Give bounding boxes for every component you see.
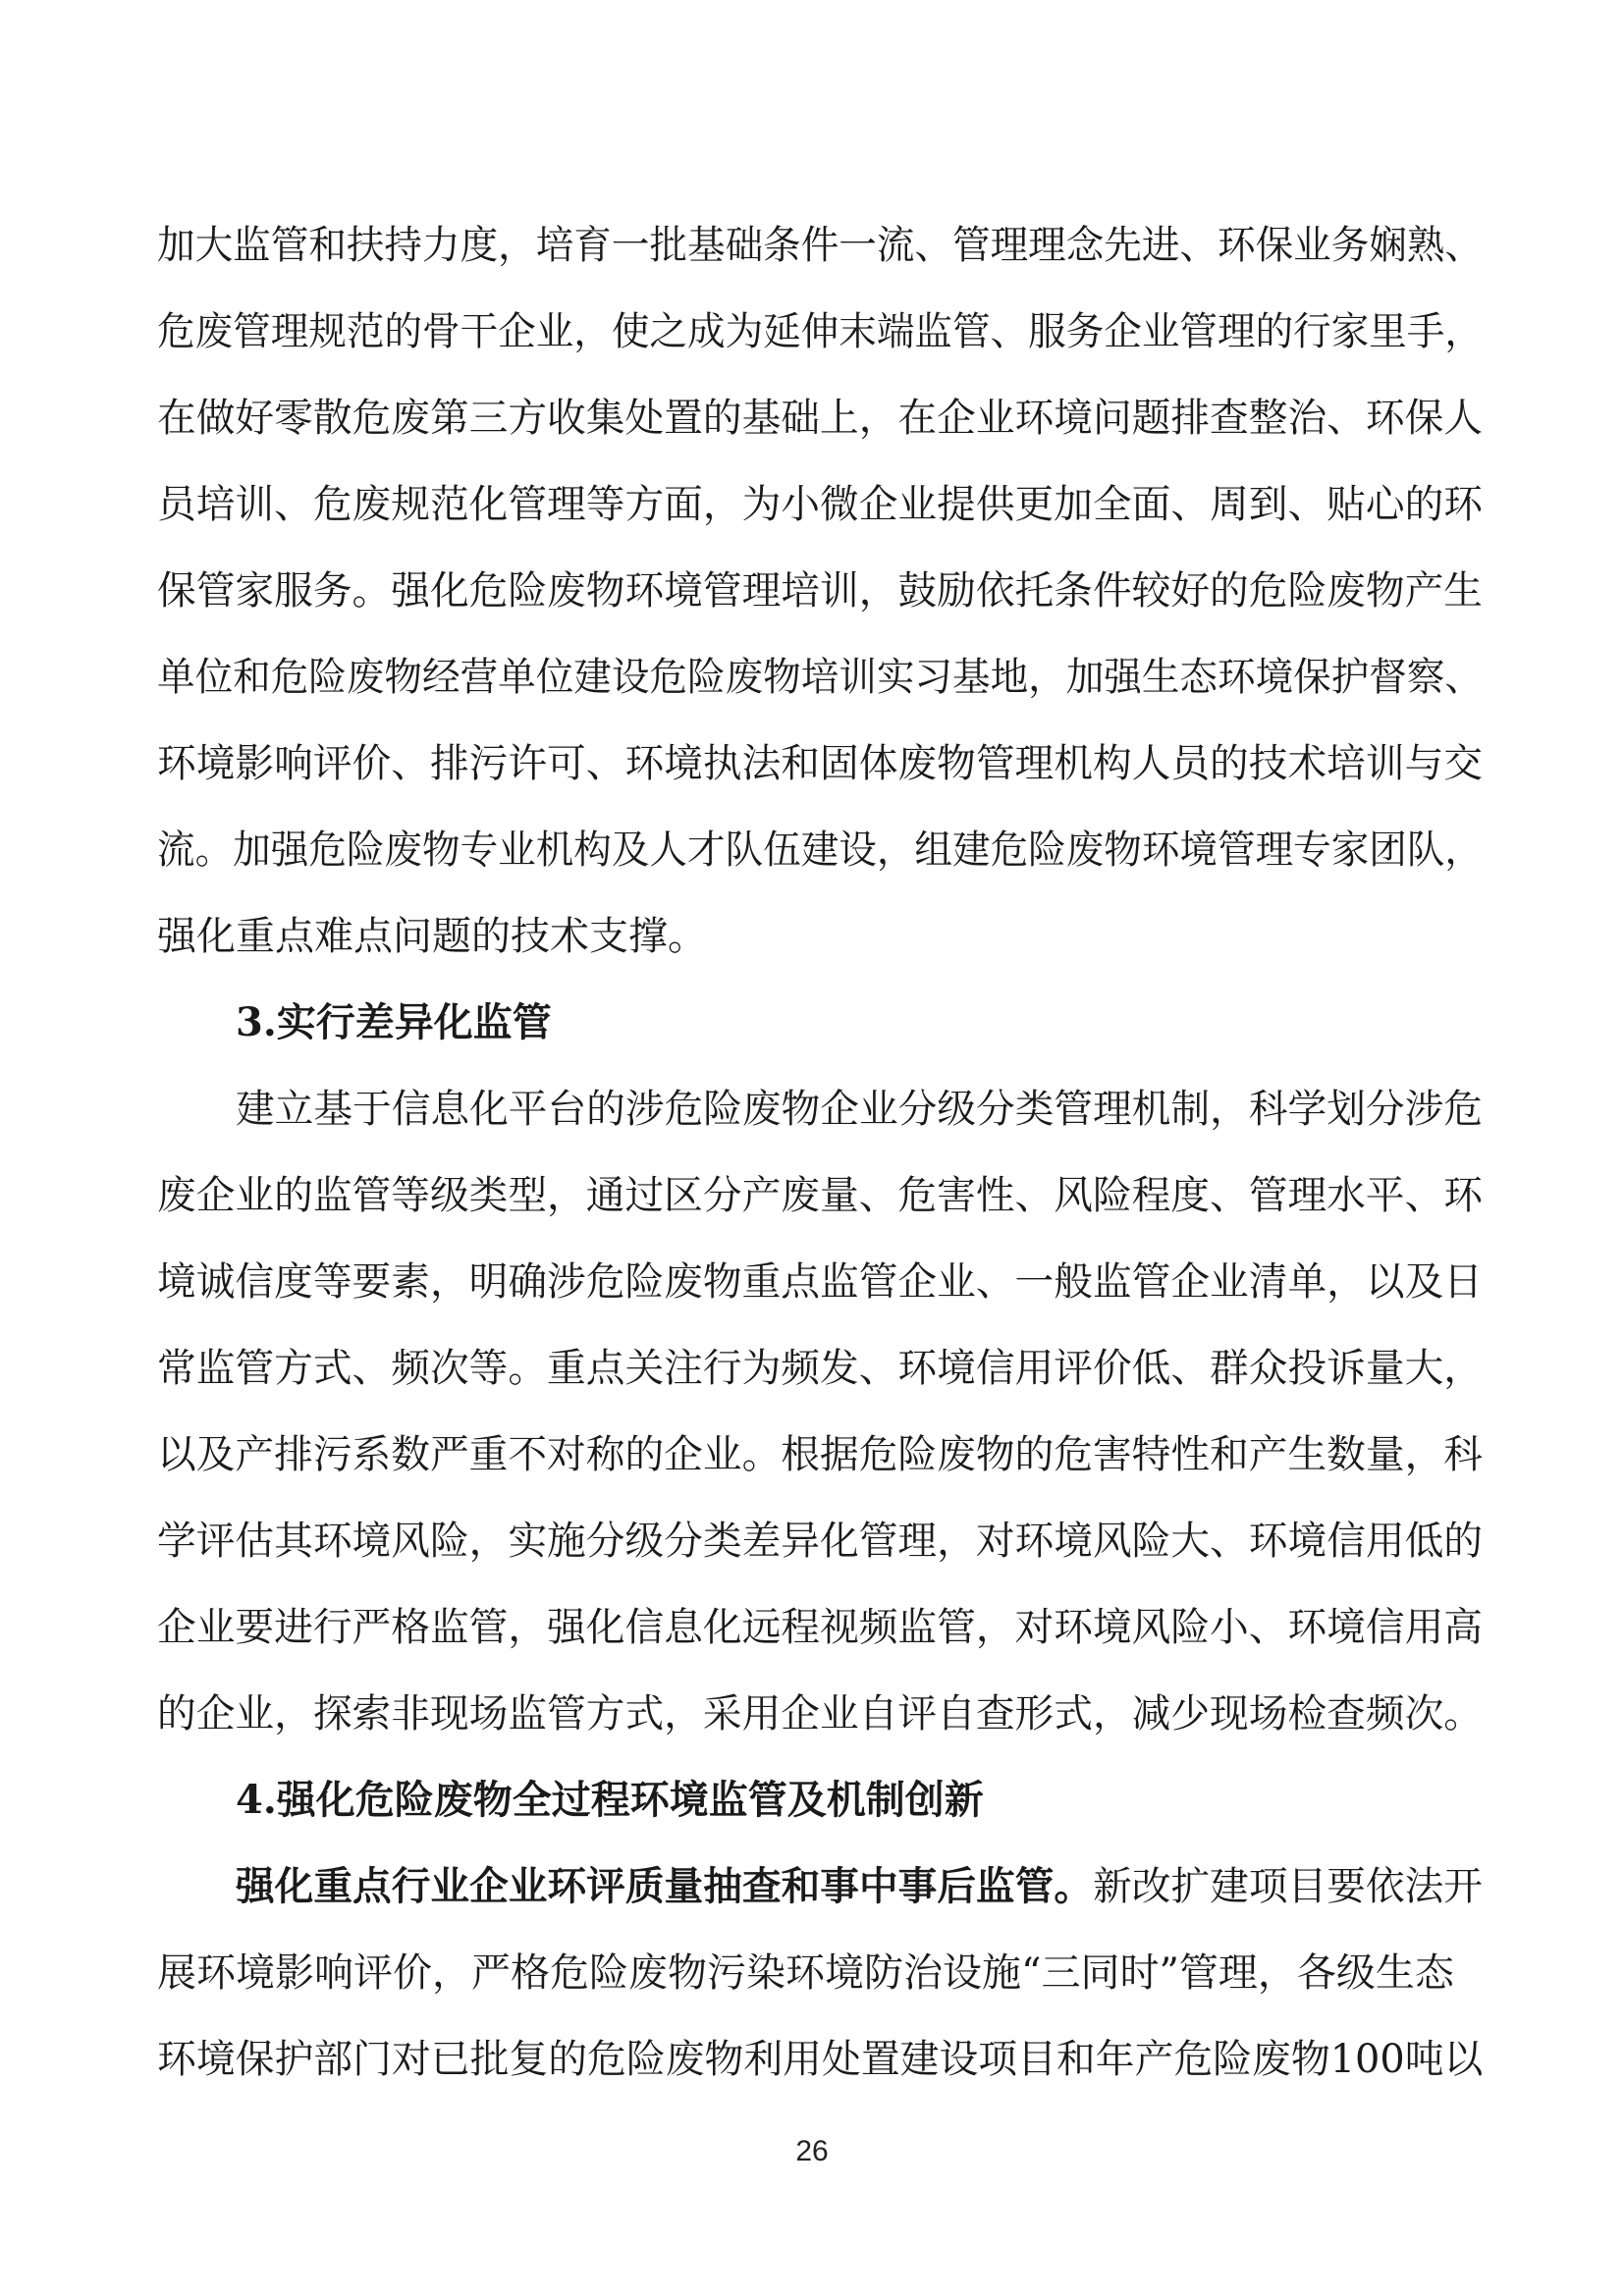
text-line: 建立基于信息化平台的涉危险废物企业分级分类管理机制，科学划分涉危 (236, 1087, 1483, 1132)
text-line (236, 1859, 1483, 1914)
text-line: 环境影响评价、排污许可、环境执法和固体废物管理机构人员的技术培训与交 (157, 741, 1483, 786)
page-number: 26 (795, 2135, 829, 2167)
text-line: 加大监管和扶持力度，培育一批基础条件一流、管理理念先进、环保业务娴熟、 (157, 223, 1483, 268)
text-line: 单位和危险废物经营单位建设危险废物培训实习基地，加强生态环境保护督察、 (157, 655, 1483, 700)
section-heading-4: 4.强化危险废物全过程环境监管及机制创新 (236, 1777, 984, 1823)
text-line: 以及产排污系数严重不对称的企业。根据危险废物的危害特性和产生数量，科 (157, 1432, 1483, 1477)
text-line: 展环境影响评价，严格危险废物污染环境防治设施“三同时”管理，各级生态 (157, 1950, 1454, 1996)
text-line: 境诚信度等要素，明确涉危险废物重点监管企业、一般监管企业清单，以及日 (157, 1259, 1483, 1305)
text-line: 企业要进行严格监管，强化信息化远程视频监管，对环境风险小、环境信用高 (157, 1605, 1483, 1650)
text-line: 的企业，探索非现场监管方式，采用企业自评自查形式，减少现场检查频次。 (157, 1691, 1483, 1736)
text-line: 流。加强危险废物专业机构及人才队伍建设，组建危险废物环境管理专家团队， (157, 828, 1483, 873)
text-line: 学评估其环境风险，实施分级分类差异化管理，对环境风险大、环境信用低的 (157, 1519, 1483, 1564)
text-line: 废企业的监管等级类型，通过区分产废量、危害性、风险程度、管理水平、环 (157, 1173, 1483, 1218)
text-line: 环境保护部门对已批复的危险废物利用处置建设项目和年产危险废物100吨以 (157, 2037, 1484, 2082)
lead-bold-text: 强化重点行业企业环评质量抽查和事中事后监管。 (236, 1863, 1094, 1909)
text-line: 常监管方式、频次等。重点关注行为频发、环境信用评价低、群众投诉量大， (157, 1346, 1483, 1391)
text-line: 强化重点难点问题的技术支撑。 (157, 914, 707, 959)
text-line: 危废管理规范的骨干企业，使之成为延伸末端监管、服务企业管理的行家里手， (157, 309, 1483, 354)
text-line: 在做好零散危废第三方收集处置的基础上，在企业环境问题排查整治、环保人 (157, 396, 1483, 441)
text-line: 保管家服务。强化危险废物环境管理培训，鼓励依托条件较好的危险废物产生 (157, 568, 1483, 614)
text-line: 员培训、危废规范化管理等方面，为小微企业提供更加全面、周到、贴心的环 (157, 482, 1483, 527)
lead-rest-text: 新改扩建项目要依法开 (1093, 1864, 1483, 1909)
section-heading-3: 3.实行差异化监管 (236, 999, 552, 1045)
